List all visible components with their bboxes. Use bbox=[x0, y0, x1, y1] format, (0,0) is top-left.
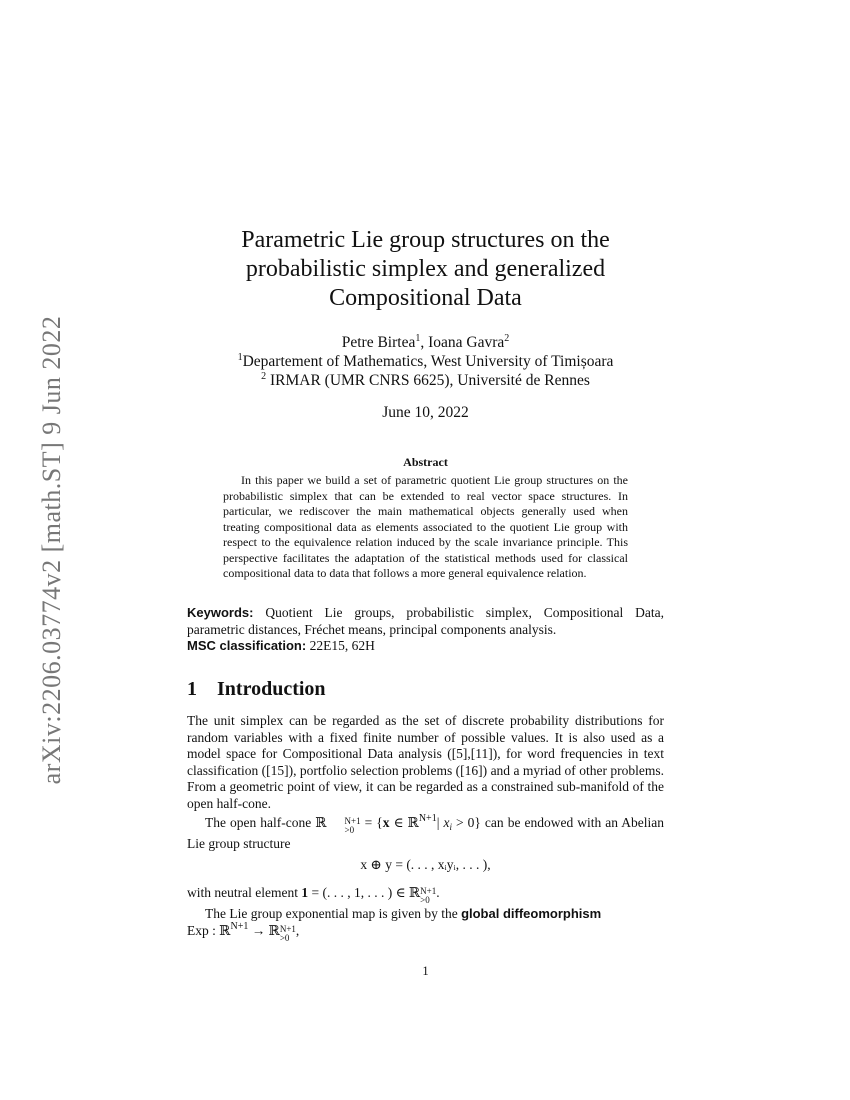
section-title: Introduction bbox=[217, 678, 326, 700]
affiliation-2: $^2$ IRMAR (UMR CNRS 6625), Université de Rennes bbox=[261, 371, 590, 389]
title-line: Parametric Lie group structures on the bbox=[241, 227, 610, 253]
section-heading bbox=[187, 678, 326, 701]
abstract-text: In this paper we build a set of parametric quotient Lie group structures on the probabilistic simplex that can be extended to real vector space structures. In particular, we rediscover the main mathematical objects generally used when treating compositional data as elements associated to the quotient Lie group with respect to the equivalence relation induced by the scale invariance principle. This perspective facilitates the adaptation of the statistical methods used for classical compositional data to data that follows a more general equivalence relation. bbox=[223, 473, 628, 580]
paper-title bbox=[187, 226, 664, 313]
keywords-text: Quotient Lie groups, probabilistic simplex, Compositional Data, parametric distances, Fréchet means, principal components analysis. bbox=[187, 605, 664, 637]
msc-classification bbox=[187, 638, 375, 654]
msc-label: MSC classification: bbox=[187, 638, 307, 653]
intro-paragraph-3: The Lie group exponential map is given by the global diffeomorphism bbox=[205, 906, 602, 921]
intro-paragraph-2: The open half-cone ℝ N+1 >0 = {x ∈ ℝ$^{N+1}$| $x_i > 0$} can be endowed with an Abelian Lie group structure bbox=[187, 813, 665, 851]
title-line: probabilistic simplex and generalized bbox=[245, 256, 606, 282]
paper-date: June 10, 2022 bbox=[382, 404, 469, 421]
msc-text: 22E15, 62H bbox=[306, 638, 375, 653]
section-number: 1 bbox=[187, 678, 197, 700]
intro-paragraph-1: The unit simplex can be regarded as the set of discrete probability distributions for random variables with a fixed finite number of possible values. It is also used as a model space for Compositional Data analysis ([5],[11]), for word frequencies in text classification ([15]), portfolio selection problems ([16]) and a myriad of other problems. From a geometric point of view, it can be regarded as a constrained sub-manifold of the open half-cone. bbox=[187, 713, 664, 811]
exp-map-line: Exp : ℝ$^{N+1}$ → ℝ N+1 >0 , bbox=[187, 921, 300, 943]
abstract-heading: Abstract bbox=[403, 455, 448, 469]
keywords bbox=[187, 604, 664, 638]
title-line: Compositional Data bbox=[329, 285, 522, 311]
authors-block bbox=[187, 333, 664, 390]
page-number: 1 bbox=[422, 964, 429, 978]
neutral-element-line: with neutral element 1 = (. . . , 1, . . . ) ∈ ℝ N+1 >0 . bbox=[187, 885, 440, 905]
arxiv-identifier: arXiv:2206.03774v2 [math.ST] 9 Jun 2022 bbox=[37, 315, 66, 785]
bold-term: global diffeomorphism bbox=[461, 906, 602, 921]
author-names: Petre Birtea$^1$, Ioana Gavra$^2$ bbox=[341, 333, 510, 351]
equation-group-operation: x ⊕ y = (. . . , xᵢyᵢ, . . . ), bbox=[360, 857, 491, 872]
keywords-label: Keywords: bbox=[187, 605, 254, 620]
affiliation-1: $^1$Departement of Mathematics, West University of Timișoara bbox=[237, 352, 614, 370]
